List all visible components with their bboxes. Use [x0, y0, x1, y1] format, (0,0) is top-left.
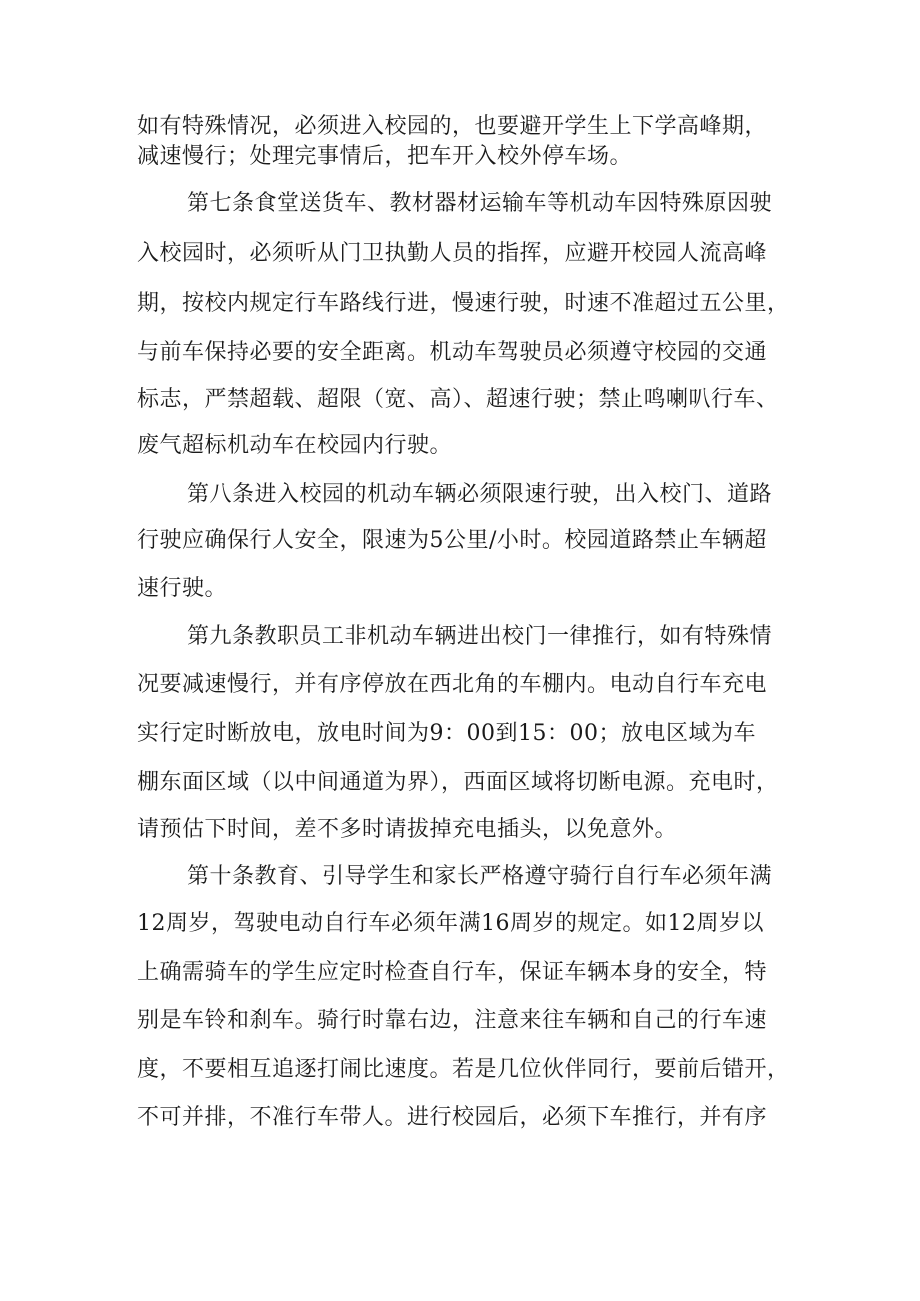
article-10-line-1: 第十条教育、引导学生和家长严格遵守骑行自行车必须年满 — [187, 864, 773, 889]
article-10-line-5: 度，不要相互追逐打闹比速度。若是几位伙伴同行，要前后错开， — [137, 1057, 790, 1082]
article-7-line-3: 期，按校内规定行车路线行进，慢速行驶，时速不准超过五公里， — [137, 291, 790, 316]
article-7-line-5: 标志，严禁超载、超限（宽、高）、超速行驶；禁止鸣喇叭行车、 — [137, 387, 779, 412]
article-10-line-3: 上确需骑车的学生应定时检查自行车，保证车辆本身的安全，特 — [137, 960, 768, 985]
article-7-line-4: 与前车保持必要的安全距离。机动车驾驶员必须遵守校园的交通 — [137, 340, 768, 365]
text-line-1: 如有特殊情况，必须进入校园的，也要避开学生上下学高峰期， — [137, 114, 768, 139]
article-9-line-2: 况要减速慢行，并有序停放在西北角的车棚内。电动自行车充电 — [137, 672, 768, 697]
article-9-line-3: 实行定时断放电，放电时间为9：00到15：00；放电区域为车 — [137, 721, 756, 746]
article-10-line-4: 别是车铃和刹车。骑行时靠右边，注意来往车辆和自己的行车速 — [137, 1008, 768, 1033]
article-10-line-6: 不可并排，不准行车带人。进行校园后，必须下车推行，并有序 — [137, 1105, 768, 1130]
article-9-line-5: 请预估下时间，差不多时请拔掉充电插头，以免意外。 — [137, 817, 678, 842]
article-9-line-4: 棚东面区域（以中间通道为界），西面区域将切断电源。充电时， — [137, 770, 779, 795]
article-8-line-1: 第八条进入校园的机动车辆必须限速行驶，出入校门、道路 — [187, 482, 773, 507]
text-line-2: 减速慢行；处理完事情后，把车开入校外停车场。 — [137, 144, 633, 169]
article-7-line-6: 废气超标机动车在校园内行驶。 — [137, 433, 453, 458]
article-9-line-1: 第九条教职员工非机动车辆进出校门一律推行，如有特殊情 — [187, 624, 773, 649]
article-7-line-2: 入校园时，必须听从门卫执勤人员的指挥，应避开校园人流高峰 — [137, 241, 768, 266]
article-7-line-1: 第七条食堂送货车、教材器材运输车等机动车因特殊原因驶 — [187, 191, 773, 216]
article-10-line-2: 12周岁，驾驶电动自行车必须年满16周岁的规定。如12周岁以 — [137, 911, 764, 936]
article-8-line-2: 行驶应确保行人安全，限速为5公里/小时。校园道路禁止车辆超 — [137, 528, 767, 553]
article-8-line-3: 速行驶。 — [137, 576, 228, 601]
